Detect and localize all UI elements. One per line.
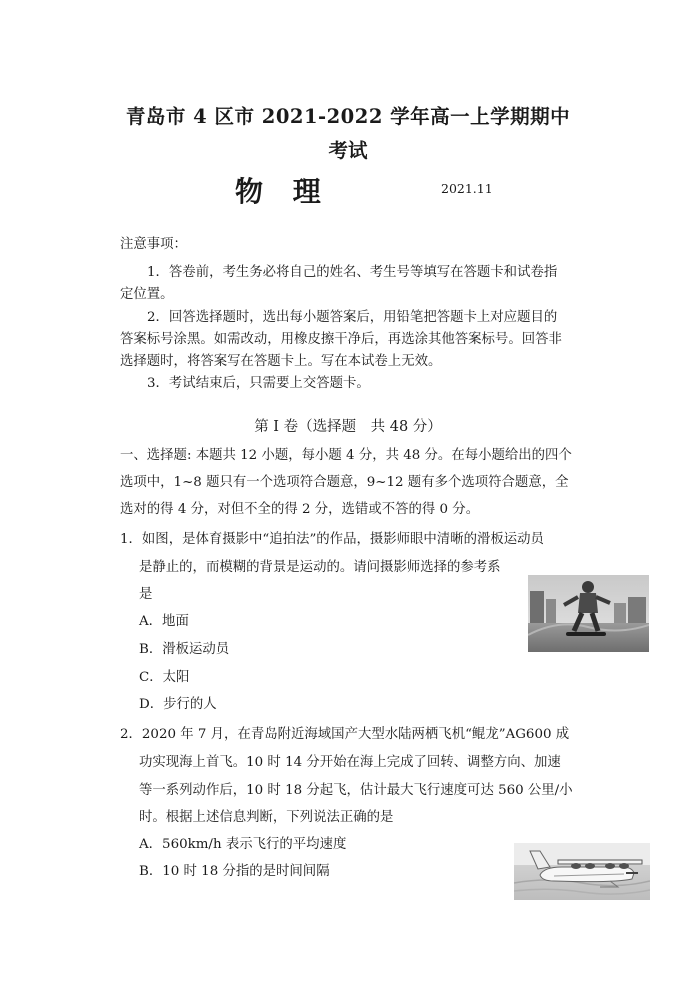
exam-title-line2: 考试 (328, 139, 368, 162)
question-2-line: 2．2020 年 7 月，在青岛附近海域国产大型水陆两栖飞机“鲲龙”AG600 成 (120, 727, 570, 742)
note-line: 3．考试结束后，只需要上交答题卡。 (147, 376, 370, 391)
exam-date: 2021.11 (441, 181, 493, 196)
question-1-option: B．滑板运动员 (139, 642, 230, 657)
note-line: 定位置。 (120, 287, 174, 302)
notes-heading: 注意事项： (120, 237, 187, 252)
exam-title-line1: 青岛市 4 区市 2021-2022 学年高一上学期期中 (125, 105, 571, 128)
subject-title: 物 理 (235, 175, 331, 208)
question-1-option: C．太阳 (139, 670, 190, 685)
question-2-option: B．10 时 18 分指的是时间间隔 (139, 864, 330, 879)
note-line: 选择题时，将答案写在答题卡上。写在本试卷上无效。 (120, 354, 442, 369)
question-2-line: 时。根据上述信息判断，下列说法正确的是 (139, 810, 394, 825)
question-2-option: A．560km/h 表示飞行的平均速度 (139, 837, 347, 852)
note-line: 答案标号涂黑。如需改动，用橡皮擦干净后，再选涂其他答案标号。回答非 (120, 332, 562, 347)
section-title: 第 I 卷（选择题 共 48 分） (254, 419, 442, 435)
question-1-option: D．步行的人 (139, 697, 217, 712)
question-1-line: 是静止的，而模糊的背景是运动的。请问摄影师选择的参考系 (139, 560, 501, 575)
section-intro-line: 选对的得 4 分，对但不全的得 2 分，选错或不答的得 0 分。 (120, 502, 480, 517)
question-2-line: 等一系列动作后，10 时 18 分起飞，估计最大飞行速度可达 560 公里/小 (139, 783, 573, 798)
question-1-option: A．地面 (139, 614, 189, 629)
skateboarder-photo (528, 575, 649, 652)
question-1-line: 是 (139, 587, 153, 602)
note-line: 2．回答选择题时，选出每小题答案后，用铅笔把答题卡上对应题目的 (147, 310, 558, 325)
question-1-line: 1．如图，是体育摄影中“追拍法”的作品，摄影师眼中清晰的滑板运动员 (120, 532, 544, 547)
section-intro-line: 一、选择题: 本题共 12 小题，每小题 4 分，共 48 分。在每小题给出的四个 (120, 448, 572, 463)
seaplane-photo (514, 843, 650, 900)
note-line: 1．答卷前，考生务必将自己的姓名、考生号等填写在答题卡和试卷指 (147, 265, 558, 280)
question-2-line: 功实现海上首飞。10 时 14 分开始在海上完成了回转、调整方向、加速 (139, 755, 561, 770)
section-intro-line: 选项中，1~8 题只有一个选项符合题意，9~12 题有多个选项符合题意，全 (120, 475, 569, 490)
